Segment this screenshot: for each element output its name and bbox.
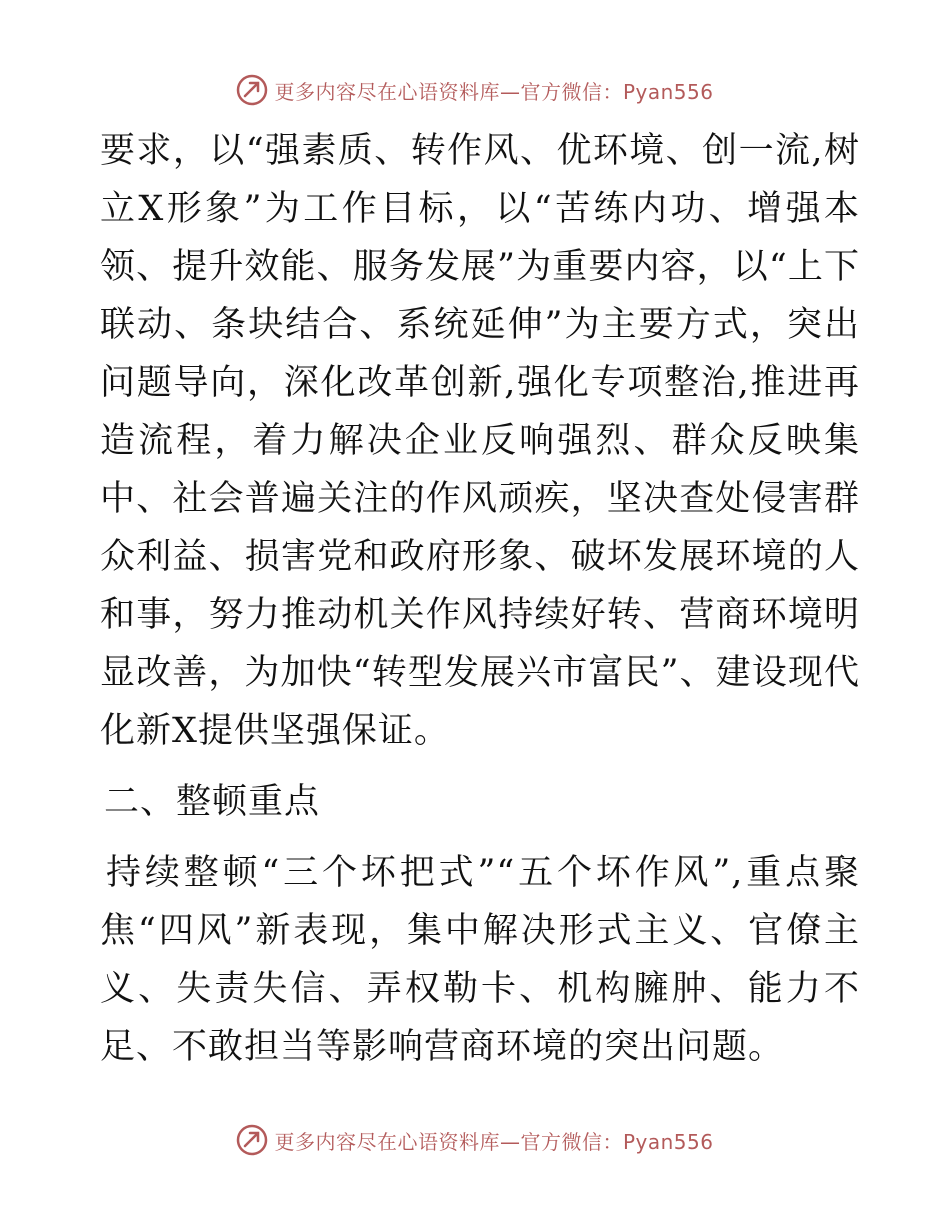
footer-banner bbox=[0, 1122, 950, 1158]
footer-banner-text: 更多内容尽在心语资料库—官方微信：Pyan556 bbox=[274, 1129, 714, 1154]
header-banner-text: 更多内容尽在心语资料库—官方微信：Pyan556 bbox=[274, 79, 714, 104]
header-banner bbox=[0, 72, 950, 108]
section-heading: 二、整顿重点 bbox=[104, 782, 321, 822]
document-body bbox=[100, 122, 860, 1076]
paragraph-requirements: 要求，以“强素质、转作风、优环境、创一流,树立X形象”为工作目标，以“苦练内功、增强本领、提升效能、服务发展”为重要内容，以“上下联动、条块结合、系统延伸”为主要方式，突出问题导向，深化改革创新,强化专项整治,推进再造流程，着力解决企业反响强烈、群众反映集中、社会普遍关注的作风顽疾，坚决查处侵害群众利益、损害党和政府形象、破坏发展环境的人和事，努力推动机关作风持续好转、营商环境明显改善，为加快“转型发展兴市富民”、建设现代化新X提供坚强保证。 bbox=[100, 131, 860, 751]
brand-logo-icon bbox=[236, 74, 268, 106]
brand-logo-icon bbox=[236, 1124, 268, 1156]
paragraph-key-points: 持续整顿“三个坏把式”“五个坏作风”,重点聚焦“四风”新表现，集中解决形式主义、官僚主义、失责失信、弄权勒卡、机构臃肿、能力不足、不敢担当等影响营商环境的突出问题。 bbox=[100, 853, 860, 1067]
